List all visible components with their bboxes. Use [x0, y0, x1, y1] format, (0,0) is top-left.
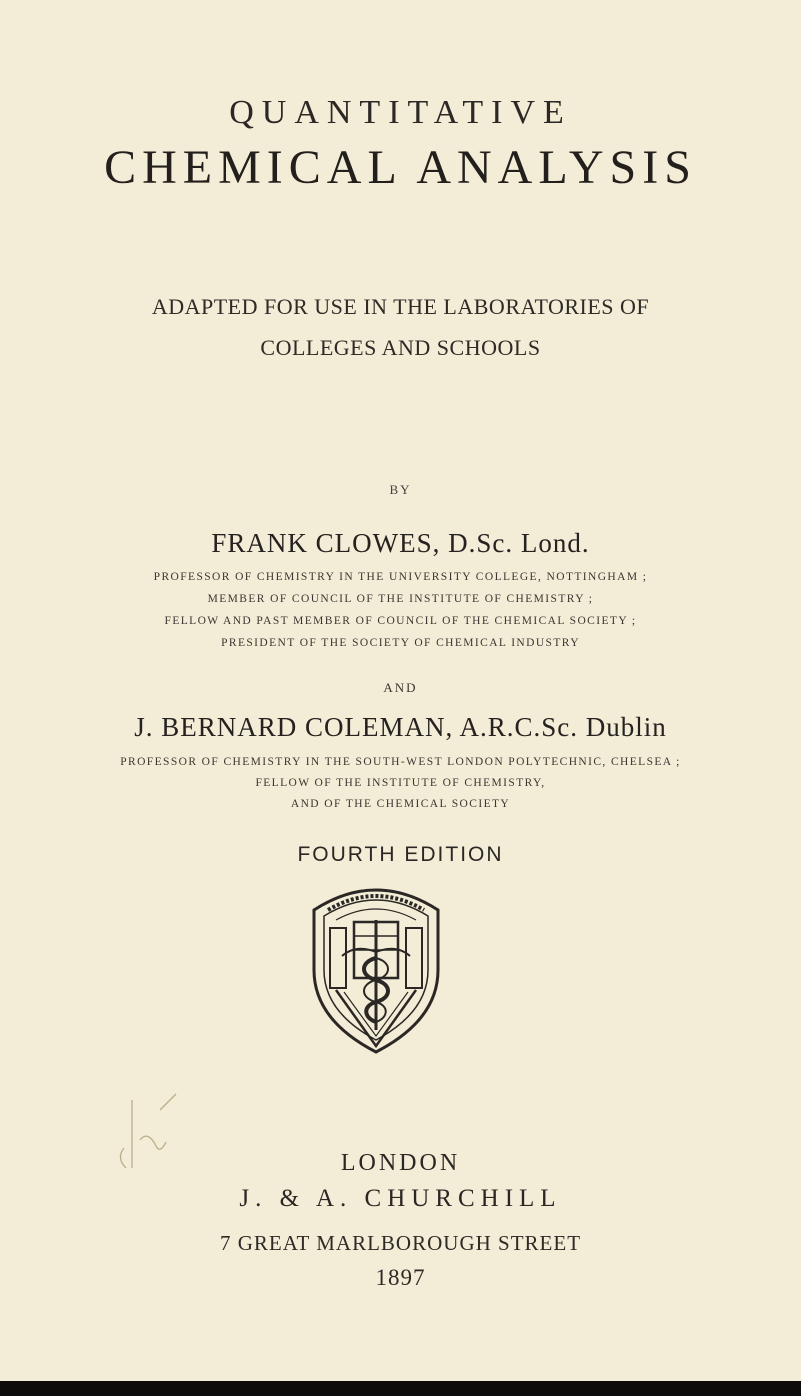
and-label: AND — [383, 680, 418, 695]
author-1-name: FRANK CLOWES, D.Sc. Lond. — [211, 528, 590, 558]
caduceus-shield-icon — [306, 880, 446, 1055]
author-1-credential: FELLOW AND PAST MEMBER OF COUNCIL OF THE CHEMICAL SOCIETY ; — [164, 615, 637, 627]
author-2-credential: AND OF THE CHEMICAL SOCIETY — [290, 798, 511, 810]
publisher-address: 7 GREAT MARLBOROUGH STREET — [219, 1231, 582, 1255]
author-2-credential: FELLOW OF THE INSTITUTE OF CHEMISTRY, — [255, 777, 546, 789]
author-2-name: J. BERNARD COLEMAN, A.R.C.Sc. Dublin — [134, 712, 667, 742]
bottom-edge — [0, 1381, 801, 1396]
by-label: BY — [389, 482, 412, 497]
title-line-1: QUANTITATIVE — [229, 94, 572, 131]
subtitle-line-2: COLLEGES AND SCHOOLS — [260, 335, 541, 360]
author-1-credential: PRESIDENT OF THE SOCIETY OF CHEMICAL INDUSTRY — [221, 637, 580, 649]
subtitle-line-1: ADAPTED FOR USE IN THE LABORATORIES OF — [151, 294, 650, 319]
author-2-credential: PROFESSOR OF CHEMISTRY IN THE SOUTH-WEST LONDON POLYTECHNIC, CHELSEA ; — [120, 756, 681, 768]
publication-year: 1897 — [375, 1265, 426, 1290]
publication-place: LONDON — [340, 1150, 461, 1176]
edition-label: FOURTH EDITION — [297, 843, 504, 866]
author-1-credential: PROFESSOR OF CHEMISTRY IN THE UNIVERSITY COLLEGE, NOTTINGHAM ; — [153, 571, 648, 583]
publisher-name: J. & A. CHURCHILL — [239, 1185, 562, 1212]
title-line-2: CHEMICAL ANALYSIS — [104, 141, 697, 194]
author-1-credential: MEMBER OF COUNCIL OF THE INSTITUTE OF CHEMISTRY ; — [207, 593, 594, 605]
